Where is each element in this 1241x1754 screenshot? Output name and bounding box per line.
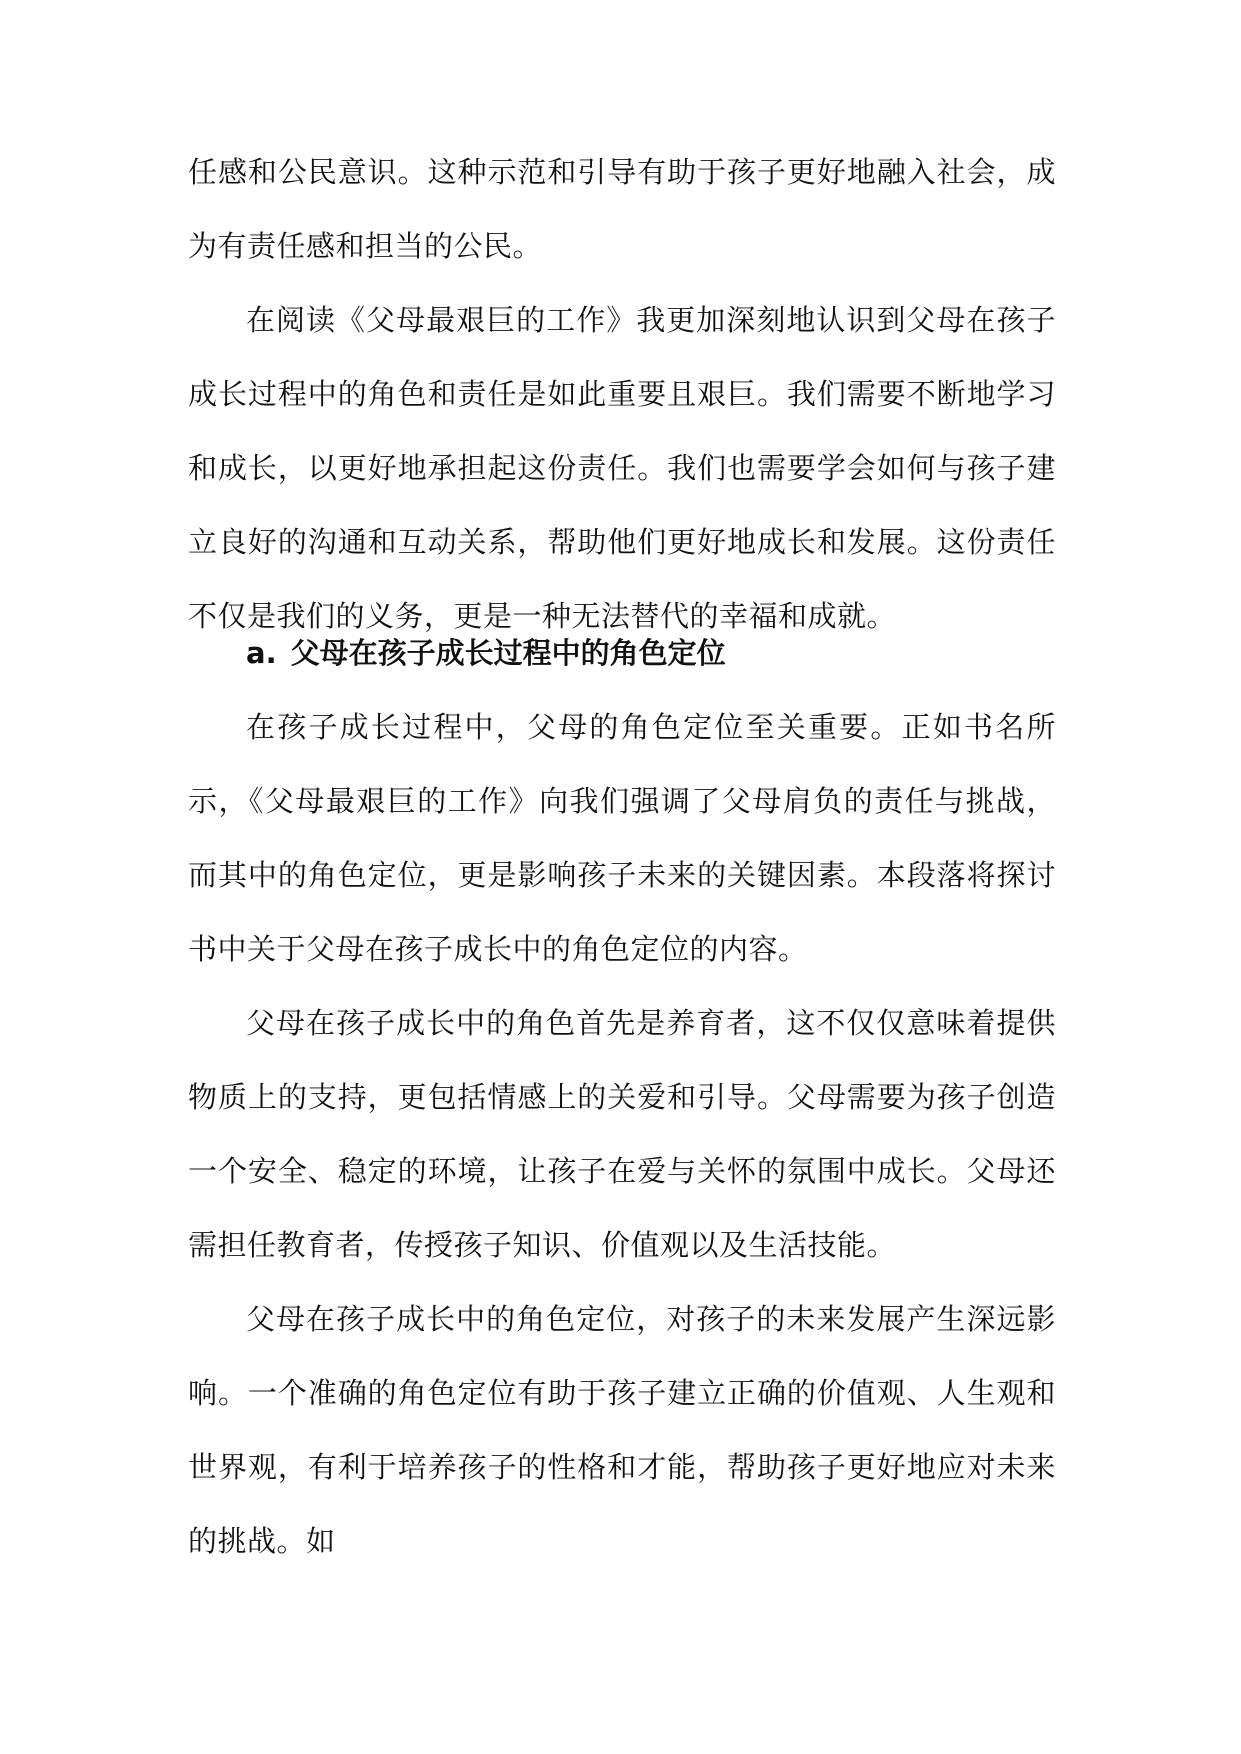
paragraph-role-intro: 在孩子成长过程中，父母的角色定位至关重要。正如书名所示，《父母最艰巨的工作》向我们强调了父母肩负的责任与挑战，而其中的角色定位，更是影响孩子未来的关键因素。本段落将探讨书中关于父母在孩子成长中的角色定位的内容。 [188, 710, 1056, 966]
paragraph-role-impact: 父母在孩子成长中的角色定位，对孩子的未来发展产生深远影响。一个准确的角色定位有助于孩子建立正确的价值观、人生观和世界观，有利于培养孩子的性格和才能，帮助孩子更好地应对未来的挑战。如 [188, 1302, 1056, 1558]
paragraph-reading-reflection: 在阅读《父母最艰巨的工作》我更加深刻地认识到父母在孩子成长过程中的角色和责任是如此重要且艰巨。我们需要不断地学习和成长，以更好地承担起这份责任。我们也需要学会如何与孩子建立良好的沟通和互动关系，帮助他们更好地成长和发展。这份责任不仅是我们的义务，更是一种无法替代的幸福和成就。 [188, 303, 1056, 633]
section-heading-text: 父母在孩子成长过程中的角色定位 [290, 636, 726, 670]
paragraph-continuation: 任感和公民意识。这种示范和引导有助于孩子更好地融入社会，成为有责任感和担当的公民。 [188, 155, 1056, 263]
paragraph-role-nurturer: 父母在孩子成长中的角色首先是养育者，这不仅仅意味着提供物质上的支持，更包括情感上的关爱和引导。父母需要为孩子创造一个安全、稳定的环境，让孩子在爱与关怀的氛围中成长。父母还需担任教育者，传授孩子知识、价值观以及生活技能。 [188, 1006, 1056, 1262]
section-heading [246, 616, 1056, 690]
section-heading-marker: a. [246, 636, 277, 670]
